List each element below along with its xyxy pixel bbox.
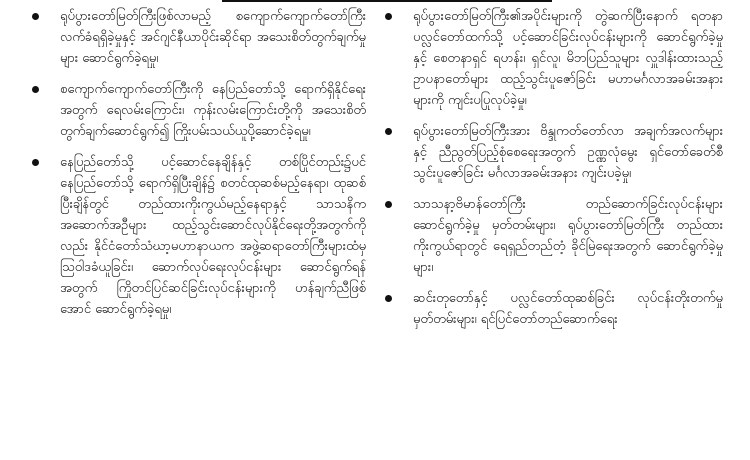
bullet-dot-icon xyxy=(32,159,39,166)
bullet-dot-icon xyxy=(32,13,39,20)
bullet-text: သာသနာ့ဗိမာန်တော်ကြီး တည်ဆောက်ခြင်းလုပ်ငန်းများ ဆောင်ရွက်ခဲ့မှု မှတ်တမ်းများ၊ ရုပ်ပွားတော်မြတ်ကြီး တည်ထားကိုးကွယ်ရာတွင် ရေရှည်တည်တံ့ ခိုင်မြဲရေးအတွက် ဆောင်ရွက်ခဲ့မှုများ၊ xyxy=(413,197,723,275)
bullet-text: ရုပ်ပွားတော်မြတ်ကြီး၏အပိုင်းများကို တွဲဆက်ပြီးနောက် ရတနာပလ္လင်တော်ထက်သို့ ပင့်ဆောင်ခြင်းလုပ်ငန်းများကို ဆောင်ရွက်ခဲ့မှုနှင့် စေတနာရှင် ရဟန်း၊ ရှင်လူ၊ မိဘပြည်သူများ လှူဒါန်းထားသည့် ဥာပနာတော်များ ထည့်သွင်းပူဇော်ခြင်း မဟာမင်္ဂလာအခမ်းအနားများကို ကျင်းပပြုလုပ်ခဲ့မှု၊ xyxy=(413,9,723,108)
bullet-dot-icon xyxy=(385,295,392,302)
list-item xyxy=(383,194,723,278)
bullet-dot-icon xyxy=(385,13,392,20)
left-bullet-list xyxy=(30,6,366,320)
list-item xyxy=(30,6,366,69)
left-column xyxy=(30,6,366,460)
list-item xyxy=(383,121,723,184)
bullet-text: ဆင်းတုတော်နှင့် ပလ္လင်တော်ထုဆစ်ခြင်း လုပ်ငန်းတိုးတက်မှုမှတ်တမ်းများ၊ ရင်ပြင်တော်တည်ဆောက်ရေး xyxy=(413,291,723,327)
bullet-text: ရုပ်ပွားတော်မြတ်ကြီးအား ဗိန္ဒုကတ်တော်လာ အချက်အလက်များနှင့် ညီညွတ်ပြည့်စုံစေရေးအတွက် ဥဏ္ဏလုံမွေး ရှင်တော်ခေတ်စီသွင်းပူဇော်ခြင်း မင်္ဂလာအခမ်းအနား ကျင်းပခဲ့မှု၊ xyxy=(413,124,723,181)
bullet-text: နေပြည်တော်သို့ ပင့်ဆောင်နေချိန်နှင့် တစ်ပြိုင်တည်း၌ပင် နေပြည်တော်သို့ ရောက်ရှိပြီးချိန်၌ စတင်ထုဆစ်မည့်နေရာ၊ ထုဆစ်ပြီးချိန်တွင် တည်ထားကိုးကွယ်မည့်နေရာနှင့် သာသနိကအဆောက်အဦများ ထည့်သွင်းဆောင်လုပ်နိုင်ရေးတို့အတွက်ကိုလည်း နိုင်ငံတော်သံဃာ့မဟာနာယက အဖွဲ့ဆရာတော်ကြီးများထံမှ ဩဝါဒခံယူခြင်း၊ ဆောက်လုပ်ရေးလုပ်ငန်းများ ဆောင်ရွက်ရန်အတွက် ကြိုတင်ပြင်ဆင်ခြင်းလုပ်ငန်းများကို ဟန်ချက်ညီဖြစ်အောင် ဆောင်ရွက်ခဲ့ရမှု၊ xyxy=(60,155,366,317)
bullet-dot-icon xyxy=(385,128,392,135)
top-divider xyxy=(222,0,552,2)
list-item xyxy=(30,79,366,142)
list-item xyxy=(383,6,723,111)
list-item xyxy=(30,152,366,320)
bullet-dot-icon xyxy=(32,86,39,93)
list-item xyxy=(383,288,723,330)
bullet-dot-icon xyxy=(385,201,392,208)
right-column xyxy=(383,6,723,460)
right-bullet-list xyxy=(383,6,723,330)
bullet-text: စကျောက်ကျောက်တော်ကြီးကို နေပြည်တော်သို့ ရောက်ရှိနိုင်ရေးအတွက် ရေလမ်းကြောင်း၊ ကုန်းလမ်းကြောင်းတို့ကို အသေးစိတ်တွက်ချက်ဆောင်ရွက်၍ ကြိုးပမ်းသယ်ယူပို့ဆောင်ခဲ့ရမှု၊ xyxy=(60,82,366,139)
bullet-text: ရုပ်ပွားတော်မြတ်ကြီးဖြစ်လာမည့် စကျောက်ကျောက်တော်ကြီး လက်ခံရရှိခဲ့မှုနှင့် အင်ဂျင်နီယာပိုင်းဆိုင်ရာ အသေးစိတ်တွက်ချက်မှုများ ဆောင်ရွက်ခဲ့ရမှု၊ xyxy=(60,9,366,66)
